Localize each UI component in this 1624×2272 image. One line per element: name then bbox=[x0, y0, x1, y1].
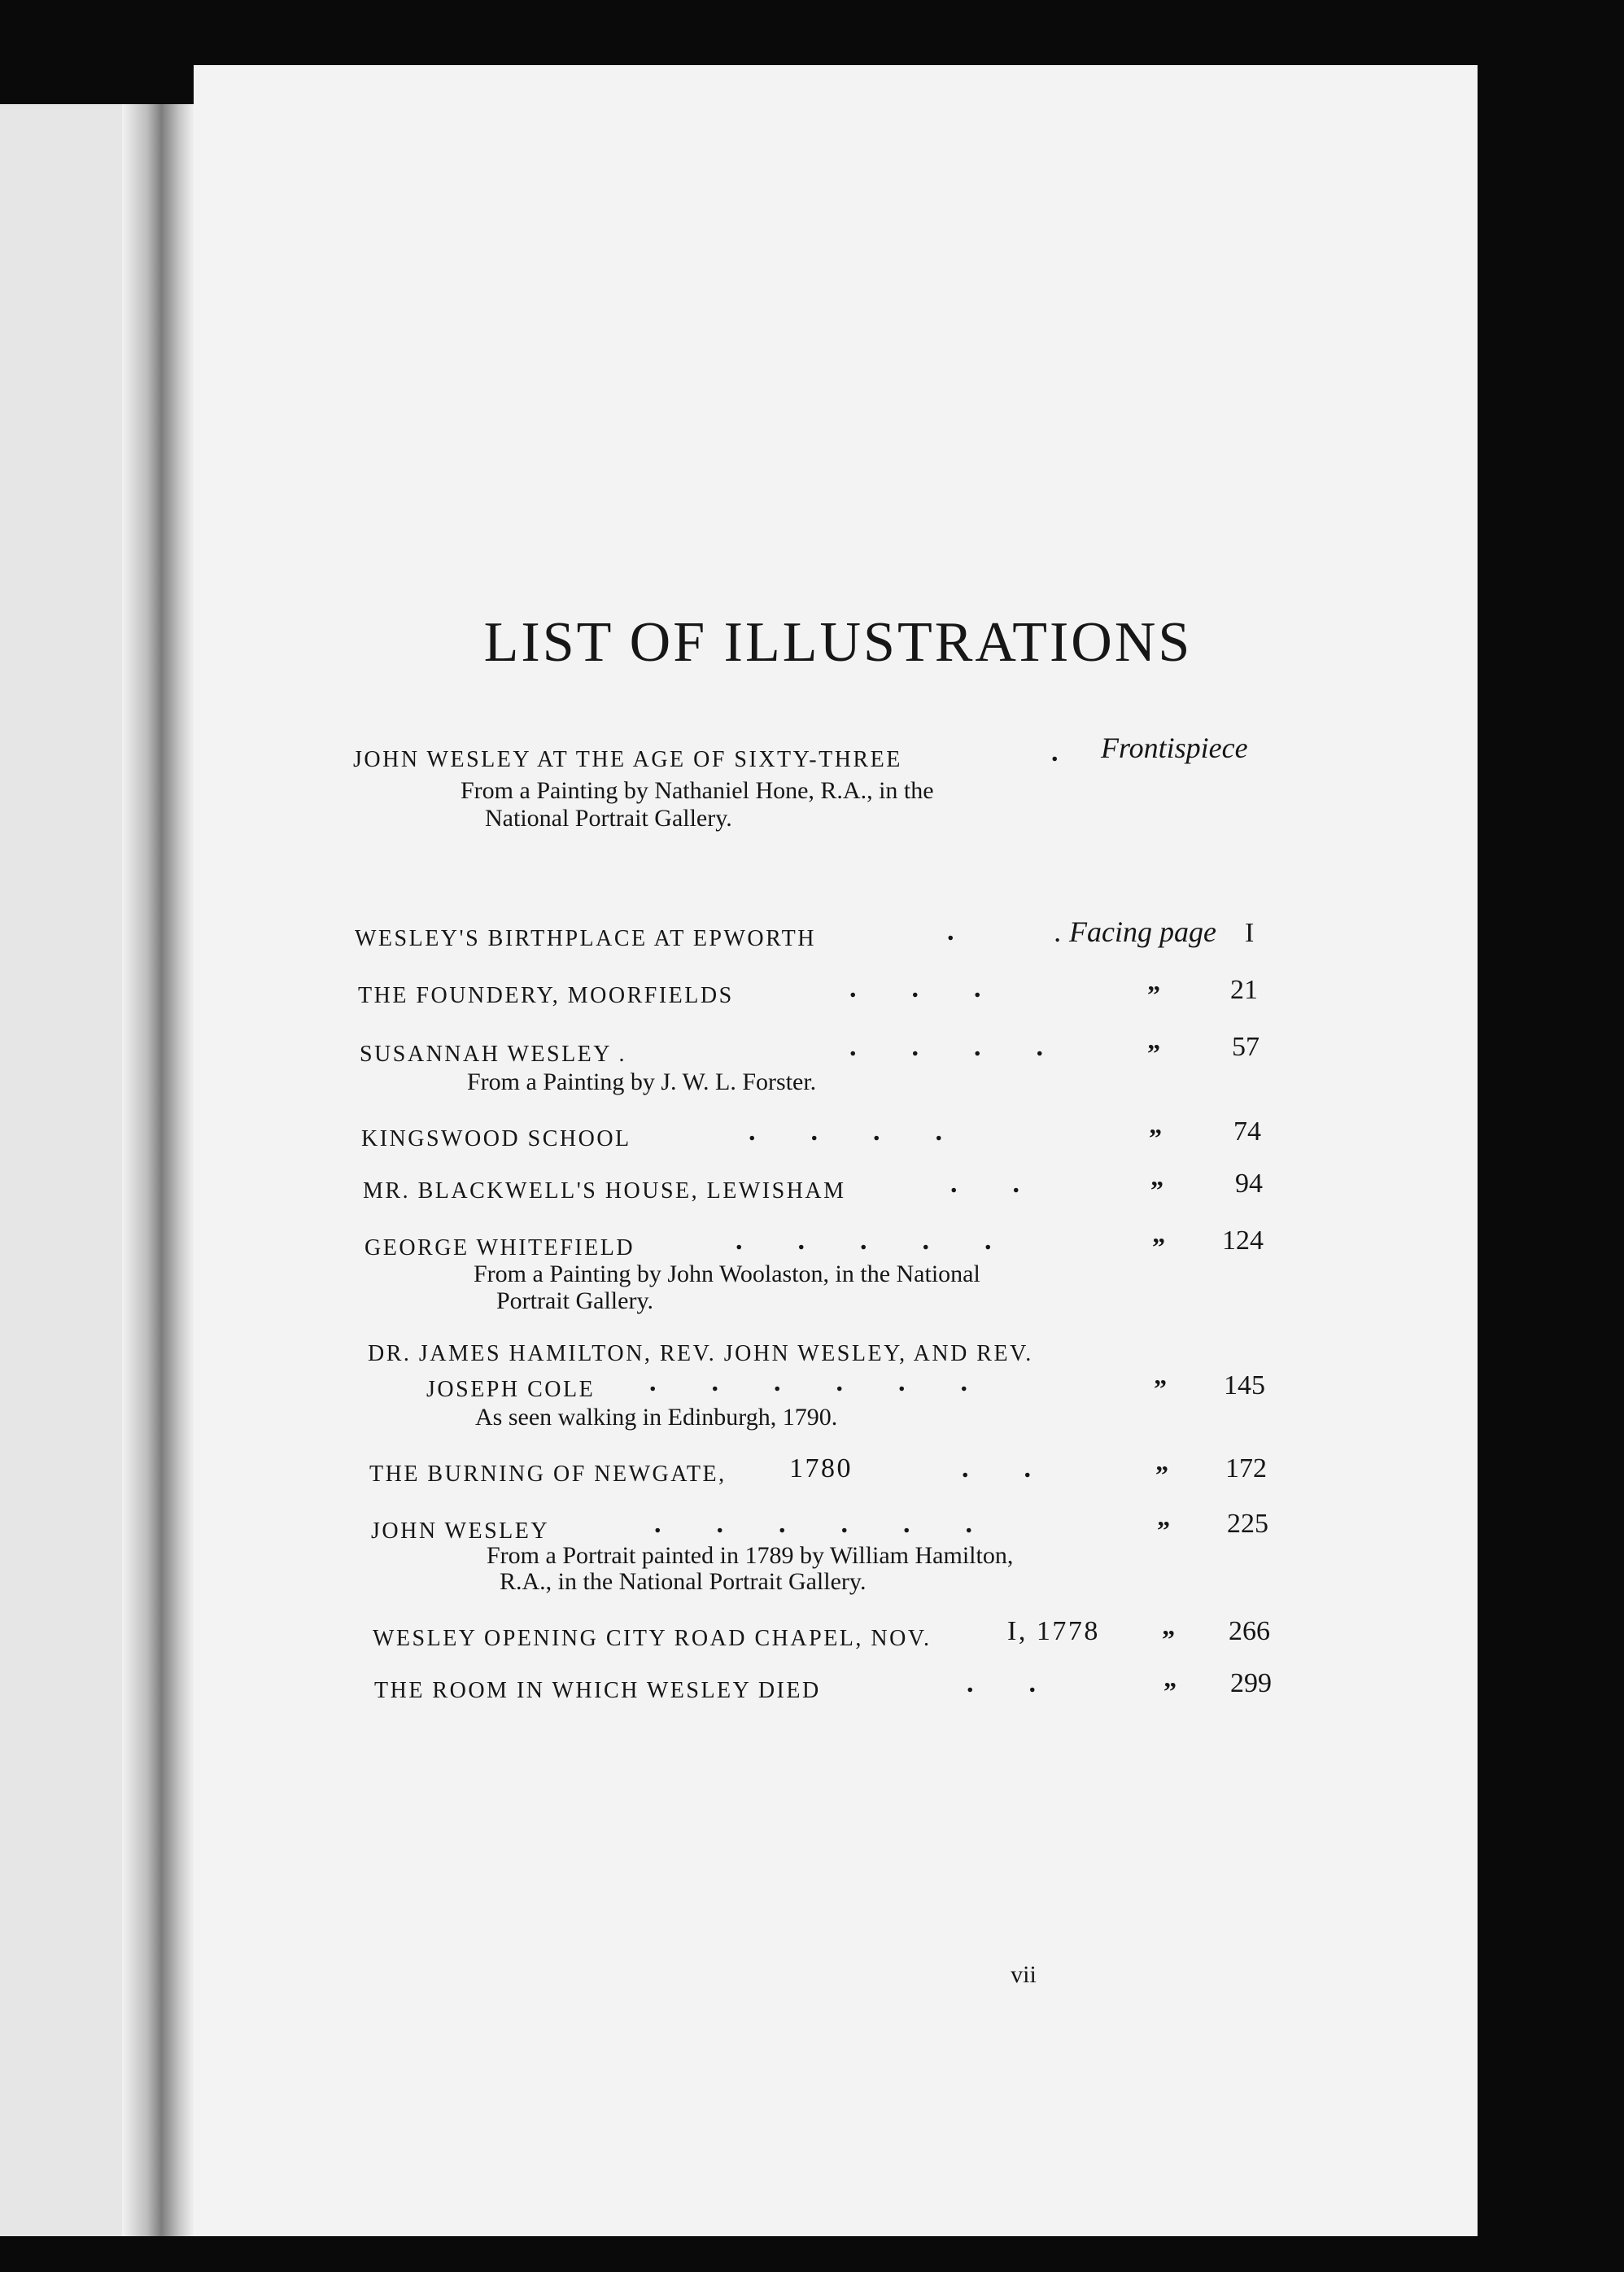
page-number: 299 bbox=[1230, 1668, 1272, 1698]
entry-title: KINGSWOOD SCHOOL bbox=[361, 1126, 631, 1151]
entry-subtitle: From a Painting by Nathaniel Hone, R.A., in the bbox=[461, 777, 934, 804]
entry-subtitle: R.A., in the National Portrait Gallery. bbox=[500, 1568, 867, 1595]
entry-title-year: 1780 bbox=[789, 1453, 853, 1483]
entry-title: JOHN WESLEY AT THE AGE OF SIXTY-THREE bbox=[353, 747, 902, 772]
page-number: 266 bbox=[1229, 1616, 1270, 1646]
entry-title: WESLEY OPENING CITY ROAD CHAPEL, NOV. bbox=[373, 1626, 932, 1651]
entry-title-continued: JOSEPH COLE bbox=[426, 1377, 596, 1402]
entry-title: WESLEY'S BIRTHPLACE AT EPWORTH bbox=[355, 926, 816, 951]
page-title: LIST OF ILLUSTRATIONS bbox=[483, 611, 1193, 674]
ditto-mark: ” bbox=[1149, 1123, 1162, 1152]
ditto-mark: ” bbox=[1147, 1038, 1160, 1068]
entry-subtitle: As seen walking in Edinburgh, 1790. bbox=[475, 1404, 838, 1431]
page-number: 225 bbox=[1227, 1509, 1268, 1539]
page-number: 172 bbox=[1225, 1453, 1267, 1483]
ditto-mark: ” bbox=[1155, 1460, 1168, 1489]
frontispiece-label: Frontispiece bbox=[1101, 732, 1248, 764]
page-number: 94 bbox=[1235, 1169, 1263, 1199]
entry-subtitle: From a Painting by John Woolaston, in the National bbox=[474, 1261, 980, 1287]
page-number: I bbox=[1245, 918, 1255, 948]
leader-dots: . . . . . bbox=[736, 1226, 992, 1256]
illustrations-list bbox=[194, 65, 1478, 2236]
leader-dots: . . . . bbox=[849, 1032, 1043, 1062]
ditto-mark: ” bbox=[1163, 1676, 1177, 1706]
leader-dots: . . bbox=[962, 1453, 1031, 1483]
entry-subtitle: Portrait Gallery. bbox=[496, 1287, 653, 1314]
entry-title: THE BURNING OF NEWGATE, bbox=[369, 1462, 727, 1487]
entry-title: JOHN WESLEY bbox=[371, 1518, 550, 1544]
leader-dots: . . . bbox=[849, 973, 981, 1003]
entry-title: GEORGE WHITEFIELD bbox=[365, 1235, 635, 1261]
entry-title: THE FOUNDERY, MOORFIELDS bbox=[358, 983, 734, 1008]
leader-dots: . bbox=[947, 916, 954, 946]
ditto-mark: ” bbox=[1152, 1232, 1165, 1261]
leader-dots: . . . . bbox=[749, 1116, 942, 1147]
page-number: 74 bbox=[1233, 1116, 1261, 1147]
entry-title: MR. BLACKWELL'S HOUSE, LEWISHAM bbox=[363, 1178, 846, 1204]
ditto-mark: ” bbox=[1154, 1374, 1167, 1403]
ditto-mark: ” bbox=[1157, 1515, 1170, 1545]
page-number: 21 bbox=[1230, 975, 1258, 1005]
page-number: 124 bbox=[1222, 1226, 1264, 1256]
page-folio: vii bbox=[1011, 1961, 1037, 1988]
leader-dots: . . bbox=[950, 1169, 1019, 1199]
entry-title-year: I, 1778 bbox=[1007, 1616, 1100, 1646]
left-facing-page bbox=[0, 104, 122, 2236]
leader-dots: . . . . . . bbox=[654, 1509, 972, 1539]
entry-title: DR. JAMES HAMILTON, REV. JOHN WESLEY, AND REV. bbox=[368, 1341, 1033, 1366]
entry-subtitle: From a Portrait painted in 1789 by William Hamilton, bbox=[487, 1542, 1014, 1569]
book-gutter bbox=[122, 104, 194, 2236]
entry-subtitle: From a Painting by J. W. L. Forster. bbox=[467, 1068, 817, 1095]
ditto-mark: ” bbox=[1147, 980, 1160, 1009]
page-number: 57 bbox=[1232, 1032, 1259, 1062]
leader-dots: . . . . . . bbox=[649, 1367, 967, 1397]
entry-subtitle: National Portrait Gallery. bbox=[485, 805, 732, 832]
ditto-mark: ” bbox=[1150, 1175, 1163, 1204]
page-number: 145 bbox=[1224, 1370, 1265, 1400]
book-page bbox=[194, 65, 1478, 2236]
entry-title: SUSANNAH WESLEY . bbox=[360, 1042, 626, 1067]
ditto-mark: ” bbox=[1162, 1624, 1175, 1654]
entry-title: THE ROOM IN WHICH WESLEY DIED bbox=[374, 1678, 821, 1703]
leader-dots: . . bbox=[967, 1668, 1036, 1698]
facing-page-label: . Facing page bbox=[1054, 915, 1216, 948]
leader-dots: . bbox=[1051, 737, 1059, 767]
